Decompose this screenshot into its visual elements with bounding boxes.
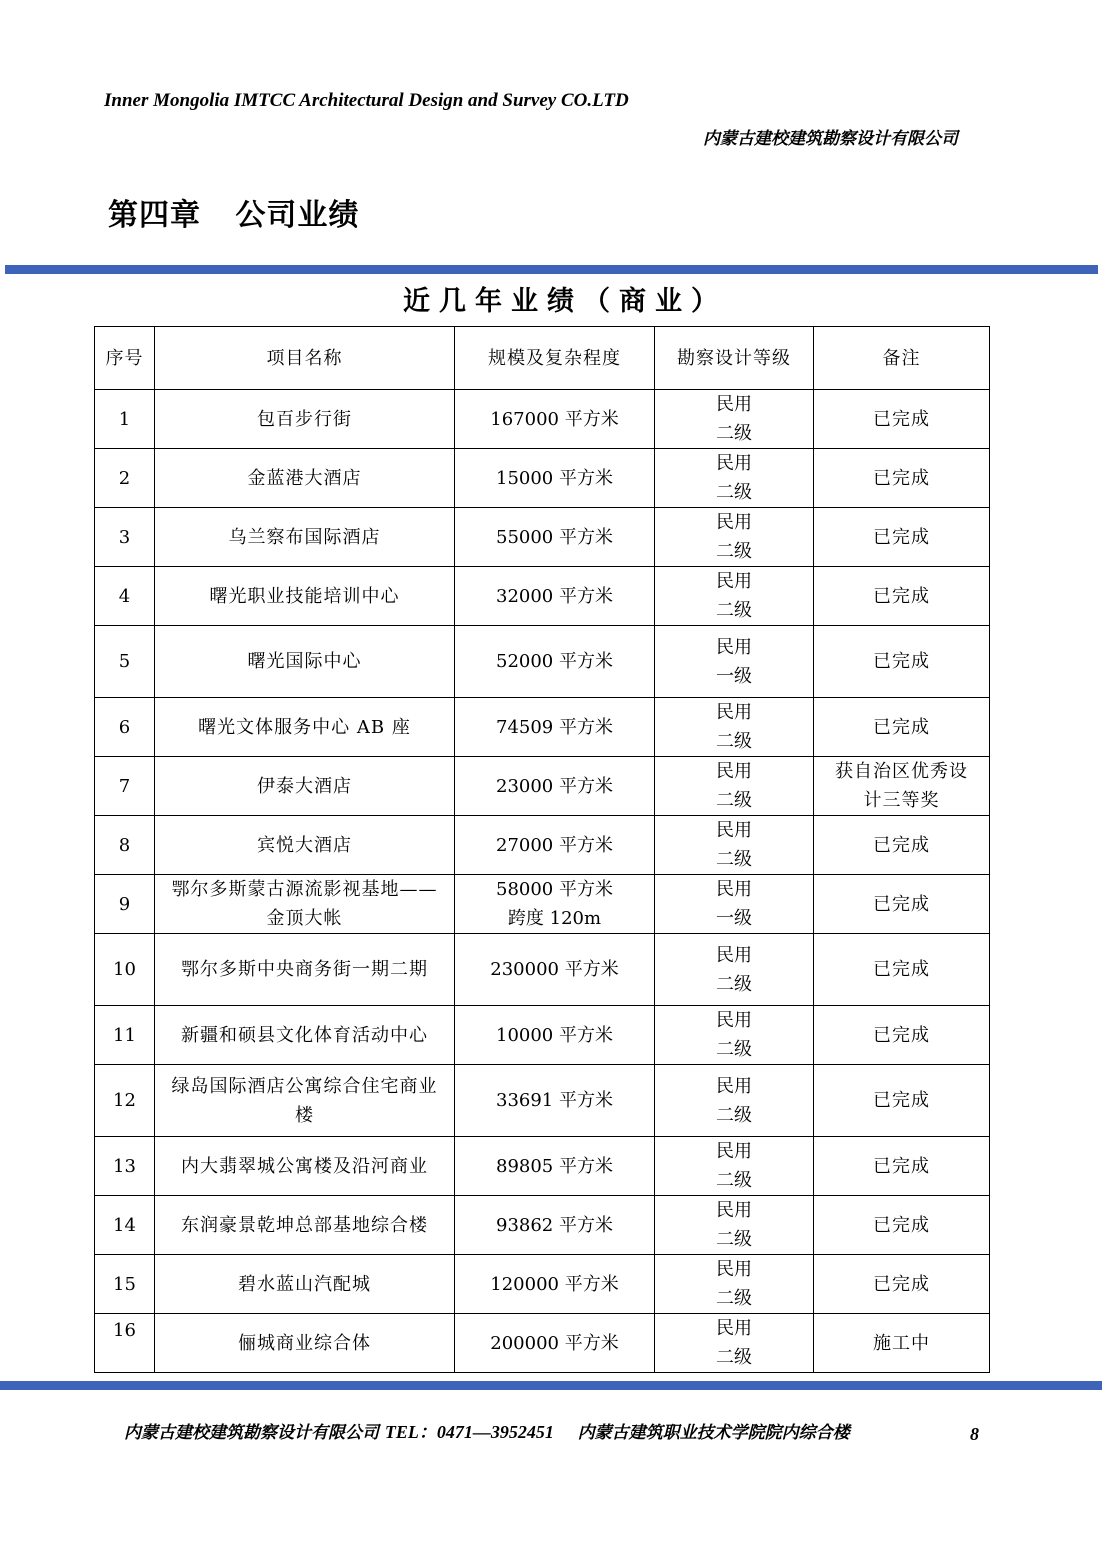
header-company-cn: 内蒙古建校建筑勘察设计有限公司 [703,129,958,149]
cell-grade [655,934,814,1006]
cell-remark: 已完成 [814,1006,990,1065]
cell-grade-line: 二级 [716,973,752,995]
cell-scale: 33691 平方米 [455,1065,655,1137]
cell-project-name: 曙光国际中心 [155,626,455,698]
cell-grade-line: 民用 [716,1075,752,1097]
cell-grade-line: 二级 [716,1288,752,1309]
cell-grade-line: 二级 [716,1039,752,1060]
cell-grade-line: 民用 [716,1141,752,1162]
table-row [95,1314,990,1373]
cell-grade [655,508,814,567]
cell-project-name [155,1065,455,1137]
cell-grade-line: 一级 [716,908,752,929]
table-title: 近几年业绩（商业） [403,286,727,317]
table-row [95,390,990,449]
cell-project-name [155,875,455,934]
cell-remark: 已完成 [814,1255,990,1314]
cell-grade [655,1255,814,1314]
table-row [95,1137,990,1196]
cell-remark: 已完成 [814,508,990,567]
cell-scale: 230000 平方米 [455,934,655,1006]
cell-index: 7 [95,757,155,816]
cell-grade [655,816,814,875]
cell-project-name: 伊泰大酒店 [155,757,455,816]
cell-index: 12 [95,1065,155,1137]
cell-remark: 已完成 [814,875,990,934]
cell-index: 5 [95,626,155,698]
cell-scale: 200000 平方米 [455,1314,655,1373]
table-row [95,626,990,698]
table-row [95,875,990,934]
top-divider [5,265,1098,274]
header-scale: 规模及复杂程度 [455,327,655,390]
cell-grade-line: 民用 [716,512,752,533]
cell-scale: 52000 平方米 [455,626,655,698]
table-row [95,1006,990,1065]
cell-remark: 已完成 [814,816,990,875]
cell-index: 3 [95,508,155,567]
cell-remark: 已完成 [814,934,990,1006]
cell-grade-line: 民用 [716,394,752,415]
cell-scale: 23000 平方米 [455,757,655,816]
table-row [95,567,990,626]
cell-grade-line: 二级 [716,600,752,621]
footer-company: 内蒙古建校建筑勘察设计有限公司 [124,1423,379,1443]
cell-project-name: 包百步行街 [155,390,455,449]
chapter-title: 第四章 公司业绩 [108,198,360,233]
footer [124,1418,850,1444]
cell-grade-line: 二级 [716,849,752,870]
table-row [95,698,990,757]
cell-project-name: 俪城商业综合体 [155,1314,455,1373]
cell-scale: 10000 平方米 [455,1006,655,1065]
cell-remark: 已完成 [814,390,990,449]
cell-grade [655,449,814,508]
header-index: 序号 [95,327,155,390]
cell-scale: 89805 平方米 [455,1137,655,1196]
cell-index: 10 [95,934,155,1006]
cell-project-name: 金蓝港大酒店 [155,449,455,508]
cell-scale-line: 58000 平方米 [496,879,613,900]
cell-grade-line: 民用 [716,636,752,658]
cell-scale-line: 跨度 120m [507,908,602,929]
cell-index: 9 [95,875,155,934]
cell-scale: 74509 平方米 [455,698,655,757]
cell-scale [455,875,655,934]
cell-remark: 施工中 [814,1314,990,1373]
cell-grade [655,1196,814,1255]
cell-grade [655,1006,814,1065]
cell-grade-line: 民用 [716,453,752,474]
cell-remark: 已完成 [814,1196,990,1255]
cell-project-name: 鄂尔多斯中央商务街一期二期 [155,934,455,1006]
cell-grade-line: 民用 [716,571,752,592]
header-project-name: 项目名称 [155,327,455,390]
cell-index: 16 [95,1314,155,1373]
cell-grade [655,1065,814,1137]
cell-remark: 已完成 [814,449,990,508]
cell-project-name: 东润豪景乾坤总部基地综合楼 [155,1196,455,1255]
cell-grade [655,1137,814,1196]
cell-grade-line: 二级 [716,790,752,811]
table-row [95,1065,990,1137]
cell-project-name: 碧水蓝山汽配城 [155,1255,455,1314]
cell-index: 2 [95,449,155,508]
cell-project-name-line: 绿岛国际酒店公寓综合住宅商业 [171,1075,438,1097]
footer-tel: TEL：0471—3952451 [384,1422,554,1442]
cell-scale: 32000 平方米 [455,567,655,626]
cell-index: 15 [95,1255,155,1314]
cell-scale: 93862 平方米 [455,1196,655,1255]
cell-grade-line: 二级 [716,1347,752,1368]
cell-grade-line: 二级 [716,1104,752,1126]
cell-scale: 55000 平方米 [455,508,655,567]
cell-scale: 27000 平方米 [455,816,655,875]
cell-remark-line: 获自治区优秀设 [835,761,968,782]
cell-grade-line: 二级 [716,423,752,444]
cell-index: 6 [95,698,155,757]
cell-grade-line: 二级 [716,482,752,503]
cell-remark: 已完成 [814,698,990,757]
cell-grade-line: 民用 [716,944,752,966]
table-header-row [95,327,990,390]
cell-grade-line: 民用 [716,1259,752,1280]
cell-grade-line: 二级 [716,1229,752,1250]
cell-grade-line: 二级 [716,731,752,752]
cell-grade-line: 民用 [716,820,752,841]
footer-address: 内蒙古建筑职业技术学院院内综合楼 [577,1423,850,1443]
header-company-en: Inner Mongolia IMTCC Architectural Design and Survey CO.LTD [104,90,629,111]
cell-project-name: 曙光文体服务中心 AB 座 [155,698,455,757]
cell-grade [655,757,814,816]
cell-scale: 120000 平方米 [455,1255,655,1314]
cell-project-name-line: 楼 [295,1104,314,1126]
cell-project-name: 宾悦大酒店 [155,816,455,875]
table-row [95,816,990,875]
table-row [95,1255,990,1314]
cell-project-name: 乌兰察布国际酒店 [155,508,455,567]
cell-grade-line: 民用 [716,702,752,723]
cell-grade-line: 民用 [716,879,752,900]
cell-remark: 已完成 [814,567,990,626]
cell-remark-line: 计三等奖 [863,790,940,811]
cell-grade-line: 民用 [716,761,752,782]
cell-grade [655,390,814,449]
table-row [95,508,990,567]
cell-grade [655,875,814,934]
header-grade: 勘察设计等级 [655,327,814,390]
cell-grade [655,567,814,626]
cell-project-name: 新疆和硕县文化体育活动中心 [155,1006,455,1065]
cell-project-name-line: 金顶大帐 [266,908,343,929]
cell-project-name-line: 鄂尔多斯蒙古源流影视基地—— [171,879,438,900]
cell-index: 1 [95,390,155,449]
page-number: 8 [970,1424,979,1444]
table-row [95,449,990,508]
cell-project-name: 曙光职业技能培训中心 [155,567,455,626]
cell-index: 8 [95,816,155,875]
table-row [95,757,990,816]
cell-remark: 已完成 [814,1137,990,1196]
table-row [95,1196,990,1255]
cell-grade [655,698,814,757]
cell-grade [655,626,814,698]
cell-index: 13 [95,1137,155,1196]
cell-index: 11 [95,1006,155,1065]
cell-grade [655,1314,814,1373]
header-remark: 备注 [814,327,990,390]
cell-remark [814,757,990,816]
cell-grade-line: 民用 [716,1010,752,1031]
bottom-divider [0,1381,1102,1390]
cell-grade-line: 二级 [716,541,752,562]
cell-project-name: 内大翡翠城公寓楼及沿河商业 [155,1137,455,1196]
cell-grade-line: 二级 [716,1170,752,1191]
cell-remark: 已完成 [814,626,990,698]
cell-grade-line: 民用 [716,1318,752,1339]
cell-grade-line: 一级 [716,665,752,687]
cell-index: 4 [95,567,155,626]
cell-scale: 167000 平方米 [455,390,655,449]
table-row [95,934,990,1006]
cell-scale: 15000 平方米 [455,449,655,508]
cell-grade-line: 民用 [716,1200,752,1221]
performance-table [94,326,990,1373]
cell-index: 14 [95,1196,155,1255]
cell-remark: 已完成 [814,1065,990,1137]
